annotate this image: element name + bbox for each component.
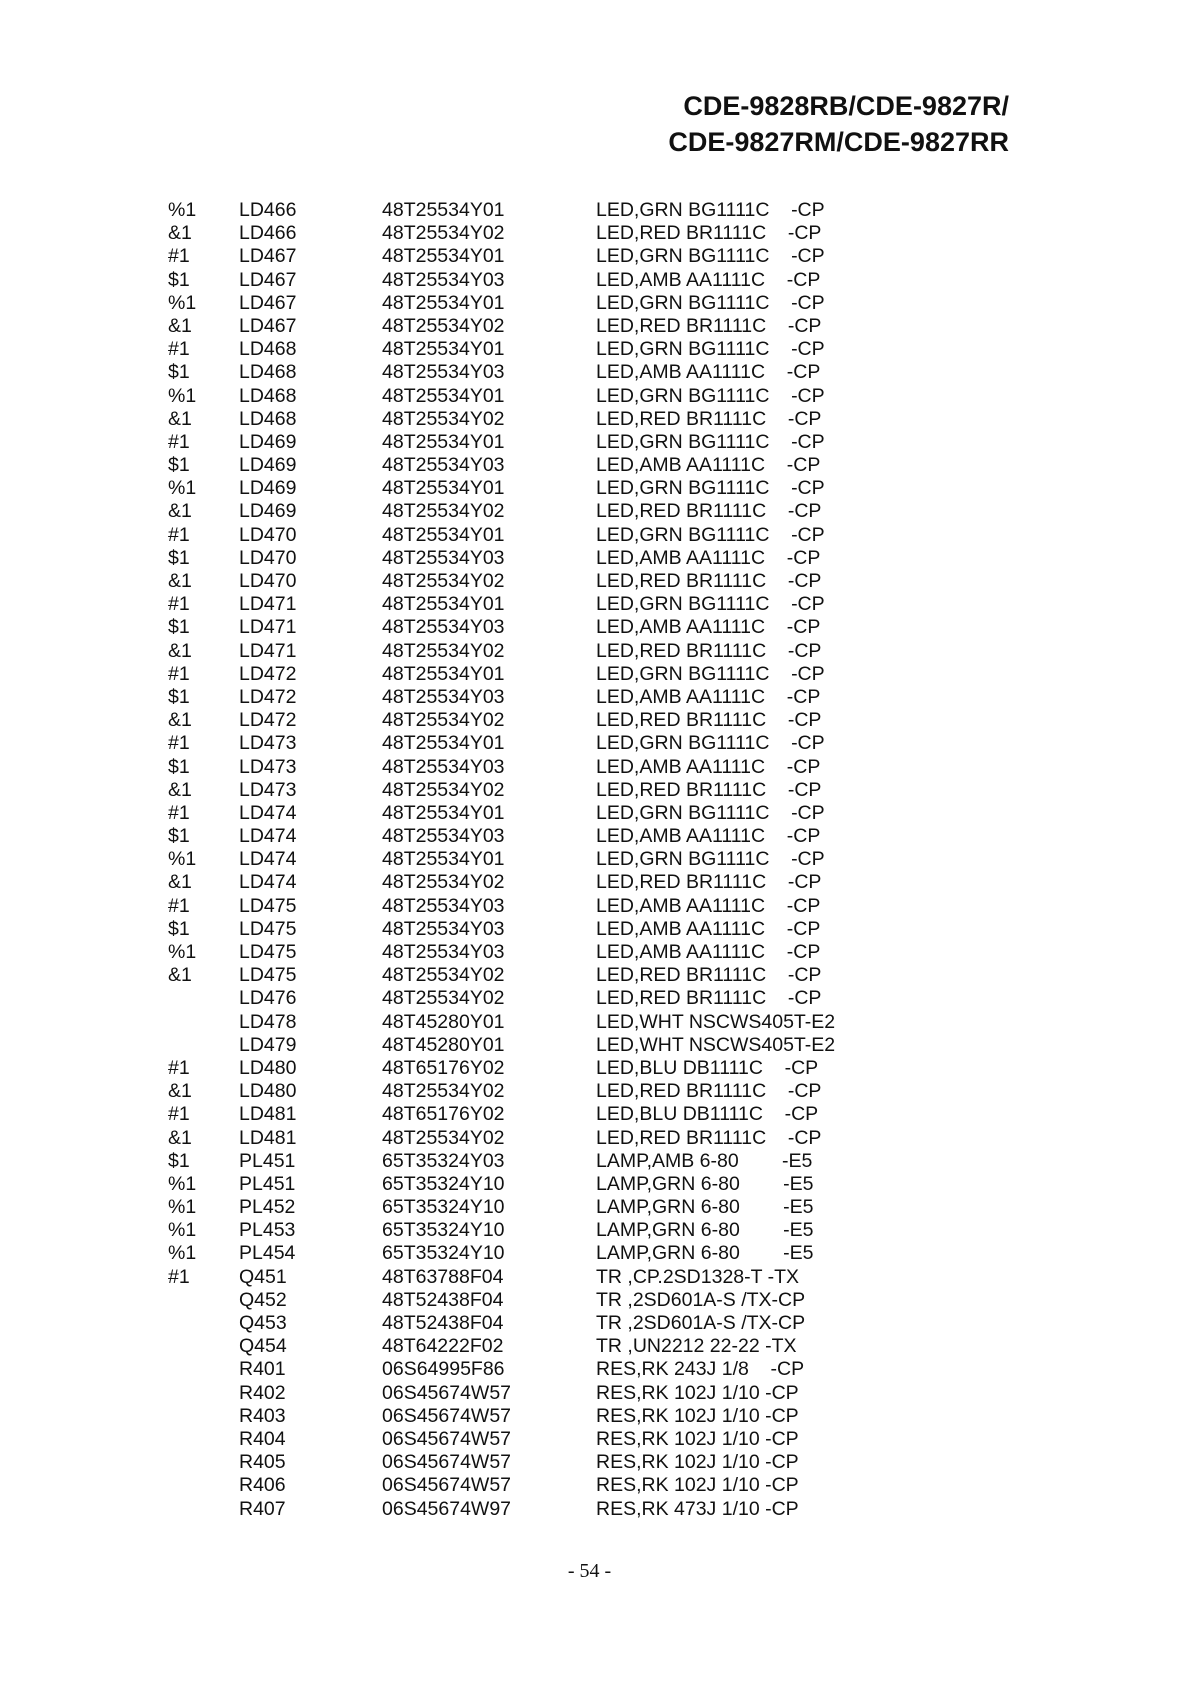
parts-mark: &1 bbox=[168, 778, 192, 801]
parts-description: LED,BLU DB1111C -CP bbox=[596, 1056, 819, 1079]
parts-mark: &1 bbox=[168, 222, 192, 245]
parts-row bbox=[0, 686, 1179, 709]
parts-row bbox=[0, 616, 1179, 639]
parts-description: RES,RK 102J 1/10 -CP bbox=[596, 1427, 799, 1450]
parts-row bbox=[0, 918, 1179, 941]
parts-row bbox=[0, 895, 1179, 918]
parts-description: LED,GRN BG1111C -CP bbox=[596, 662, 825, 685]
parts-description: LED,GRN BG1111C -CP bbox=[596, 291, 825, 314]
parts-row bbox=[0, 1150, 1179, 1173]
parts-part-number: 48T65176Y02 bbox=[382, 1056, 505, 1079]
parts-mark: &1 bbox=[168, 1080, 192, 1103]
parts-row bbox=[0, 222, 1179, 245]
parts-ref: LD479 bbox=[239, 1033, 297, 1056]
parts-description: LED,RED BR1111C -CP bbox=[596, 1080, 822, 1103]
parts-row bbox=[0, 964, 1179, 987]
parts-row bbox=[0, 431, 1179, 454]
parts-row bbox=[0, 1382, 1179, 1405]
parts-part-number: 48T25534Y01 bbox=[382, 199, 505, 221]
parts-ref: LD468 bbox=[239, 361, 297, 384]
parts-part-number: 65T35324Y10 bbox=[382, 1172, 505, 1195]
parts-part-number: 48T25534Y01 bbox=[382, 593, 505, 616]
parts-mark: $1 bbox=[168, 917, 190, 940]
parts-ref: PL453 bbox=[239, 1219, 296, 1242]
parts-ref: Q453 bbox=[239, 1312, 287, 1334]
parts-part-number: 48T25534Y03 bbox=[382, 546, 505, 569]
parts-row bbox=[0, 593, 1179, 616]
parts-ref: PL451 bbox=[239, 1149, 296, 1172]
parts-ref: R405 bbox=[239, 1451, 286, 1474]
parts-part-number: 48T45280Y01 bbox=[382, 1033, 505, 1056]
model-header bbox=[668, 88, 1009, 160]
parts-mark: #1 bbox=[168, 523, 190, 546]
parts-row bbox=[0, 547, 1179, 570]
parts-part-number: 48T25534Y02 bbox=[382, 987, 505, 1010]
parts-part-number: 48T25534Y03 bbox=[382, 941, 505, 963]
parts-mark: $1 bbox=[168, 454, 190, 477]
parts-description: LED,RED BR1111C -CP bbox=[596, 871, 822, 894]
parts-row bbox=[0, 848, 1179, 871]
parts-part-number: 48T25534Y02 bbox=[382, 709, 505, 732]
parts-row bbox=[0, 1196, 1179, 1219]
parts-row bbox=[0, 269, 1179, 292]
parts-description: LED,GRN BG1111C -CP bbox=[596, 477, 825, 500]
parts-row bbox=[0, 1428, 1179, 1451]
parts-ref: LD469 bbox=[239, 454, 297, 477]
parts-row bbox=[0, 500, 1179, 523]
parts-row bbox=[0, 385, 1179, 408]
parts-mark: &1 bbox=[168, 964, 192, 987]
parts-ref: PL454 bbox=[239, 1242, 296, 1265]
parts-row bbox=[0, 1266, 1179, 1289]
parts-part-number: 48T25534Y01 bbox=[382, 245, 505, 268]
parts-row bbox=[0, 1358, 1179, 1381]
parts-description: LED,AMB AA1111C -CP bbox=[596, 917, 821, 940]
parts-description: LED,WHT NSCWS405T-E2 bbox=[596, 1033, 836, 1056]
parts-part-number: 48T25534Y03 bbox=[382, 616, 505, 639]
parts-row bbox=[0, 1034, 1179, 1057]
parts-description: LED,GRN BG1111C -CP bbox=[596, 848, 825, 871]
parts-description: LED,RED BR1111C -CP bbox=[596, 709, 822, 732]
parts-row bbox=[0, 292, 1179, 315]
parts-ref: LD471 bbox=[239, 593, 297, 616]
parts-description: LED,GRN BG1111C -CP bbox=[596, 338, 825, 361]
parts-row bbox=[0, 1173, 1179, 1196]
parts-description: LED,GRN BG1111C -CP bbox=[596, 430, 825, 453]
parts-part-number: 06S45674W97 bbox=[382, 1497, 512, 1520]
parts-mark: %1 bbox=[168, 199, 197, 221]
parts-row bbox=[0, 802, 1179, 825]
parts-row bbox=[0, 1080, 1179, 1103]
parts-part-number: 48T25534Y01 bbox=[382, 384, 505, 407]
parts-row bbox=[0, 1451, 1179, 1474]
parts-description: RES,RK 102J 1/10 -CP bbox=[596, 1381, 799, 1404]
parts-ref: LD469 bbox=[239, 430, 297, 453]
parts-part-number: 48T25534Y03 bbox=[382, 894, 505, 917]
parts-ref: LD466 bbox=[239, 199, 297, 221]
parts-ref: LD474 bbox=[239, 871, 297, 894]
parts-description: RES,RK 473J 1/10 -CP bbox=[596, 1497, 799, 1520]
parts-row bbox=[0, 871, 1179, 894]
parts-ref: R401 bbox=[239, 1358, 286, 1381]
parts-row bbox=[0, 524, 1179, 547]
parts-row bbox=[0, 570, 1179, 593]
parts-row bbox=[0, 1498, 1179, 1521]
parts-mark: $1 bbox=[168, 268, 190, 291]
parts-ref: Q452 bbox=[239, 1288, 287, 1311]
parts-part-number: 65T35324Y10 bbox=[382, 1219, 505, 1242]
parts-mark: %1 bbox=[168, 1219, 197, 1242]
parts-part-number: 48T25534Y01 bbox=[382, 801, 505, 824]
parts-mark: %1 bbox=[168, 1242, 197, 1265]
parts-description: LED,GRN BG1111C -CP bbox=[596, 593, 825, 616]
parts-part-number: 48T25534Y03 bbox=[382, 917, 505, 940]
parts-row bbox=[0, 663, 1179, 686]
parts-description: LED,WHT NSCWS405T-E2 bbox=[596, 1010, 836, 1033]
parts-part-number: 65T35324Y10 bbox=[382, 1242, 505, 1265]
parts-mark: %1 bbox=[168, 941, 197, 963]
parts-ref: Q454 bbox=[239, 1335, 287, 1358]
parts-row bbox=[0, 779, 1179, 802]
page-number: - 54 - bbox=[567, 1560, 612, 1582]
parts-mark: #1 bbox=[168, 430, 190, 453]
parts-row bbox=[0, 361, 1179, 384]
parts-part-number: 48T52438F04 bbox=[382, 1312, 504, 1334]
parts-mark: &1 bbox=[168, 1126, 192, 1149]
parts-ref: LD472 bbox=[239, 662, 297, 685]
parts-part-number: 06S45674W57 bbox=[382, 1427, 512, 1450]
parts-ref: R404 bbox=[239, 1427, 286, 1450]
parts-ref: LD468 bbox=[239, 407, 297, 430]
parts-part-number: 48T25534Y01 bbox=[382, 291, 505, 314]
parts-part-number: 48T25534Y02 bbox=[382, 1126, 505, 1149]
parts-description: LED,GRN BG1111C -CP bbox=[596, 384, 825, 407]
parts-mark: $1 bbox=[168, 1149, 190, 1172]
parts-mark: #1 bbox=[168, 732, 190, 755]
parts-ref: LD478 bbox=[239, 1010, 297, 1033]
parts-description: TR ,CP.2SD1328-T -TX bbox=[596, 1265, 800, 1288]
parts-description: LED,RED BR1111C -CP bbox=[596, 964, 822, 987]
parts-part-number: 48T64222F02 bbox=[382, 1335, 504, 1358]
parts-part-number: 48T25534Y01 bbox=[382, 848, 505, 871]
parts-description: LED,RED BR1111C -CP bbox=[596, 987, 822, 1010]
parts-ref: LD471 bbox=[239, 616, 297, 639]
parts-ref: LD472 bbox=[239, 685, 297, 708]
parts-mark: &1 bbox=[168, 709, 192, 732]
parts-part-number: 48T25534Y02 bbox=[382, 871, 505, 894]
parts-ref: R402 bbox=[239, 1381, 286, 1404]
parts-description: LED,AMB AA1111C -CP bbox=[596, 685, 821, 708]
parts-part-number: 65T35324Y03 bbox=[382, 1149, 505, 1172]
parts-description: LAMP,AMB 6-80 -E5 bbox=[596, 1149, 813, 1172]
parts-ref: R407 bbox=[239, 1497, 286, 1520]
parts-description: LED,RED BR1111C -CP bbox=[596, 639, 822, 662]
parts-ref: LD469 bbox=[239, 500, 297, 523]
parts-description: RES,RK 102J 1/10 -CP bbox=[596, 1474, 799, 1497]
parts-part-number: 48T25534Y01 bbox=[382, 430, 505, 453]
parts-row bbox=[0, 338, 1179, 361]
parts-mark: %1 bbox=[168, 477, 197, 500]
parts-mark: %1 bbox=[168, 1196, 197, 1219]
parts-mark: %1 bbox=[168, 384, 197, 407]
parts-part-number: 06S45674W57 bbox=[382, 1404, 512, 1427]
parts-mark: &1 bbox=[168, 500, 192, 523]
parts-ref: LD481 bbox=[239, 1126, 297, 1149]
parts-row bbox=[0, 1103, 1179, 1126]
parts-mark: #1 bbox=[168, 1056, 190, 1079]
parts-part-number: 06S45674W57 bbox=[382, 1474, 512, 1497]
parts-description: RES,RK 102J 1/10 -CP bbox=[596, 1404, 799, 1427]
parts-ref: LD470 bbox=[239, 523, 297, 546]
parts-ref: LD470 bbox=[239, 570, 297, 592]
parts-description: LED,RED BR1111C -CP bbox=[596, 1126, 822, 1149]
parts-ref: LD467 bbox=[239, 245, 297, 268]
parts-ref: LD467 bbox=[239, 314, 297, 337]
parts-mark: %1 bbox=[168, 848, 197, 871]
parts-part-number: 48T25534Y02 bbox=[382, 964, 505, 987]
parts-part-number: 48T52438F04 bbox=[382, 1288, 504, 1311]
parts-ref: PL451 bbox=[239, 1172, 296, 1195]
parts-row bbox=[0, 1219, 1179, 1242]
parts-mark: #1 bbox=[168, 894, 190, 917]
parts-part-number: 48T25534Y02 bbox=[382, 500, 505, 523]
parts-row bbox=[0, 1289, 1179, 1312]
parts-mark: %1 bbox=[168, 1172, 197, 1195]
parts-part-number: 48T25534Y03 bbox=[382, 361, 505, 384]
parts-part-number: 48T25534Y03 bbox=[382, 685, 505, 708]
parts-part-number: 48T25534Y01 bbox=[382, 477, 505, 500]
parts-part-number: 06S45674W57 bbox=[382, 1451, 512, 1474]
parts-ref: LD470 bbox=[239, 546, 297, 569]
parts-mark: #1 bbox=[168, 1103, 190, 1126]
parts-ref: LD474 bbox=[239, 848, 297, 871]
parts-description: LED,AMB AA1111C -CP bbox=[596, 755, 821, 778]
parts-row bbox=[0, 1057, 1179, 1080]
parts-row bbox=[0, 640, 1179, 663]
parts-part-number: 48T25534Y03 bbox=[382, 755, 505, 778]
parts-description: LED,AMB AA1111C -CP bbox=[596, 894, 821, 917]
parts-ref: LD475 bbox=[239, 917, 297, 940]
parts-description: TR ,2SD601A-S /TX-CP bbox=[596, 1288, 806, 1311]
parts-description: LED,AMB AA1111C -CP bbox=[596, 616, 821, 639]
model-title-line-1: CDE-9828RB/CDE-9827R/ bbox=[683, 91, 1009, 121]
parts-description: LED,GRN BG1111C -CP bbox=[596, 199, 825, 221]
parts-row bbox=[0, 709, 1179, 732]
parts-description: LED,GRN BG1111C -CP bbox=[596, 245, 825, 268]
parts-description: LED,AMB AA1111C -CP bbox=[596, 361, 821, 384]
parts-description: LED,GRN BG1111C -CP bbox=[596, 523, 825, 546]
parts-description: TR ,UN2212 22-22 -TX bbox=[596, 1335, 797, 1358]
parts-description: LED,GRN BG1111C -CP bbox=[596, 732, 825, 755]
parts-ref: R403 bbox=[239, 1404, 286, 1427]
parts-ref: LD481 bbox=[239, 1103, 297, 1126]
parts-ref: LD471 bbox=[239, 639, 297, 662]
parts-row bbox=[0, 732, 1179, 755]
parts-mark: $1 bbox=[168, 546, 190, 569]
parts-mark: $1 bbox=[168, 825, 190, 848]
parts-description: LED,BLU DB1111C -CP bbox=[596, 1103, 819, 1126]
parts-ref: LD467 bbox=[239, 291, 297, 314]
parts-part-number: 48T63788F04 bbox=[382, 1265, 504, 1288]
parts-ref: LD473 bbox=[239, 732, 297, 755]
parts-description: LED,RED BR1111C -CP bbox=[596, 314, 822, 337]
parts-ref: R406 bbox=[239, 1474, 286, 1497]
parts-description: LAMP,GRN 6-80 -E5 bbox=[596, 1196, 814, 1219]
parts-part-number: 48T45280Y01 bbox=[382, 1010, 505, 1033]
parts-row bbox=[0, 1335, 1179, 1358]
parts-part-number: 48T25534Y03 bbox=[382, 268, 505, 291]
parts-description: LED,RED BR1111C -CP bbox=[596, 570, 822, 592]
parts-description: LED,AMB AA1111C -CP bbox=[596, 546, 821, 569]
parts-row bbox=[0, 454, 1179, 477]
parts-row bbox=[0, 408, 1179, 431]
parts-ref: LD472 bbox=[239, 709, 297, 732]
parts-mark: %1 bbox=[168, 291, 197, 314]
parts-mark: &1 bbox=[168, 314, 192, 337]
parts-ref: LD474 bbox=[239, 825, 297, 848]
parts-description: LAMP,GRN 6-80 -E5 bbox=[596, 1172, 814, 1195]
parts-part-number: 48T25534Y01 bbox=[382, 732, 505, 755]
parts-part-number: 48T25534Y01 bbox=[382, 338, 505, 361]
parts-part-number: 48T25534Y02 bbox=[382, 570, 505, 592]
parts-ref: LD475 bbox=[239, 941, 297, 963]
parts-ref: PL452 bbox=[239, 1196, 296, 1219]
parts-row bbox=[0, 987, 1179, 1010]
parts-mark: $1 bbox=[168, 685, 190, 708]
parts-mark: #1 bbox=[168, 593, 190, 616]
model-title-line-2: CDE-9827RM/CDE-9827RR bbox=[668, 127, 1009, 157]
parts-row bbox=[0, 1127, 1179, 1150]
parts-ref: LD466 bbox=[239, 222, 297, 245]
parts-mark: #1 bbox=[168, 245, 190, 268]
parts-part-number: 65T35324Y10 bbox=[382, 1196, 505, 1219]
parts-ref: LD468 bbox=[239, 338, 297, 361]
parts-row bbox=[0, 825, 1179, 848]
parts-description: LAMP,GRN 6-80 -E5 bbox=[596, 1242, 814, 1265]
parts-mark: $1 bbox=[168, 616, 190, 639]
parts-row bbox=[0, 1405, 1179, 1428]
parts-ref: LD473 bbox=[239, 755, 297, 778]
parts-description: LED,AMB AA1111C -CP bbox=[596, 825, 821, 848]
parts-part-number: 48T25534Y02 bbox=[382, 314, 505, 337]
parts-description: LED,RED BR1111C -CP bbox=[596, 778, 822, 801]
parts-row bbox=[0, 1011, 1179, 1034]
parts-mark: #1 bbox=[168, 338, 190, 361]
parts-description: LED,RED BR1111C -CP bbox=[596, 222, 822, 245]
parts-row bbox=[0, 315, 1179, 338]
parts-row bbox=[0, 199, 1179, 222]
parts-part-number: 48T25534Y02 bbox=[382, 1080, 505, 1103]
parts-part-number: 48T25534Y03 bbox=[382, 825, 505, 848]
parts-mark: #1 bbox=[168, 1265, 190, 1288]
parts-row bbox=[0, 1312, 1179, 1335]
parts-mark: $1 bbox=[168, 755, 190, 778]
parts-row bbox=[0, 477, 1179, 500]
parts-ref: LD480 bbox=[239, 1056, 297, 1079]
parts-mark: #1 bbox=[168, 801, 190, 824]
parts-description: LED,AMB AA1111C -CP bbox=[596, 941, 821, 963]
parts-ref: LD467 bbox=[239, 268, 297, 291]
parts-mark: &1 bbox=[168, 871, 192, 894]
parts-mark: &1 bbox=[168, 639, 192, 662]
parts-ref: LD476 bbox=[239, 987, 297, 1010]
parts-part-number: 48T25534Y03 bbox=[382, 454, 505, 477]
parts-part-number: 48T25534Y02 bbox=[382, 639, 505, 662]
parts-part-number: 48T25534Y01 bbox=[382, 662, 505, 685]
parts-mark: &1 bbox=[168, 407, 192, 430]
parts-row bbox=[0, 1474, 1179, 1497]
parts-ref: LD480 bbox=[239, 1080, 297, 1103]
parts-row bbox=[0, 756, 1179, 779]
parts-mark: #1 bbox=[168, 662, 190, 685]
parts-part-number: 48T65176Y02 bbox=[382, 1103, 505, 1126]
parts-part-number: 48T25534Y02 bbox=[382, 222, 505, 245]
parts-ref: LD468 bbox=[239, 384, 297, 407]
parts-list bbox=[0, 199, 1179, 1521]
parts-ref: LD475 bbox=[239, 894, 297, 917]
parts-mark: $1 bbox=[168, 361, 190, 384]
parts-ref: LD474 bbox=[239, 801, 297, 824]
parts-mark: &1 bbox=[168, 570, 192, 592]
parts-part-number: 48T25534Y02 bbox=[382, 778, 505, 801]
parts-ref: LD473 bbox=[239, 778, 297, 801]
parts-description: RES,RK 243J 1/8 -CP bbox=[596, 1358, 805, 1381]
parts-description: LED,AMB AA1111C -CP bbox=[596, 454, 821, 477]
parts-part-number: 48T25534Y01 bbox=[382, 523, 505, 546]
parts-description: LED,GRN BG1111C -CP bbox=[596, 801, 825, 824]
parts-description: LAMP,GRN 6-80 -E5 bbox=[596, 1219, 814, 1242]
parts-row bbox=[0, 941, 1179, 964]
parts-description: RES,RK 102J 1/10 -CP bbox=[596, 1451, 799, 1474]
parts-description: LED,AMB AA1111C -CP bbox=[596, 268, 821, 291]
parts-part-number: 06S64995F86 bbox=[382, 1358, 505, 1381]
parts-ref: LD475 bbox=[239, 964, 297, 987]
parts-description: TR ,2SD601A-S /TX-CP bbox=[596, 1312, 806, 1334]
parts-part-number: 48T25534Y02 bbox=[382, 407, 505, 430]
parts-part-number: 06S45674W57 bbox=[382, 1381, 512, 1404]
parts-description: LED,RED BR1111C -CP bbox=[596, 500, 822, 523]
parts-ref: LD469 bbox=[239, 477, 297, 500]
parts-ref: Q451 bbox=[239, 1265, 287, 1288]
parts-row bbox=[0, 245, 1179, 268]
parts-description: LED,RED BR1111C -CP bbox=[596, 407, 822, 430]
parts-row bbox=[0, 1242, 1179, 1265]
